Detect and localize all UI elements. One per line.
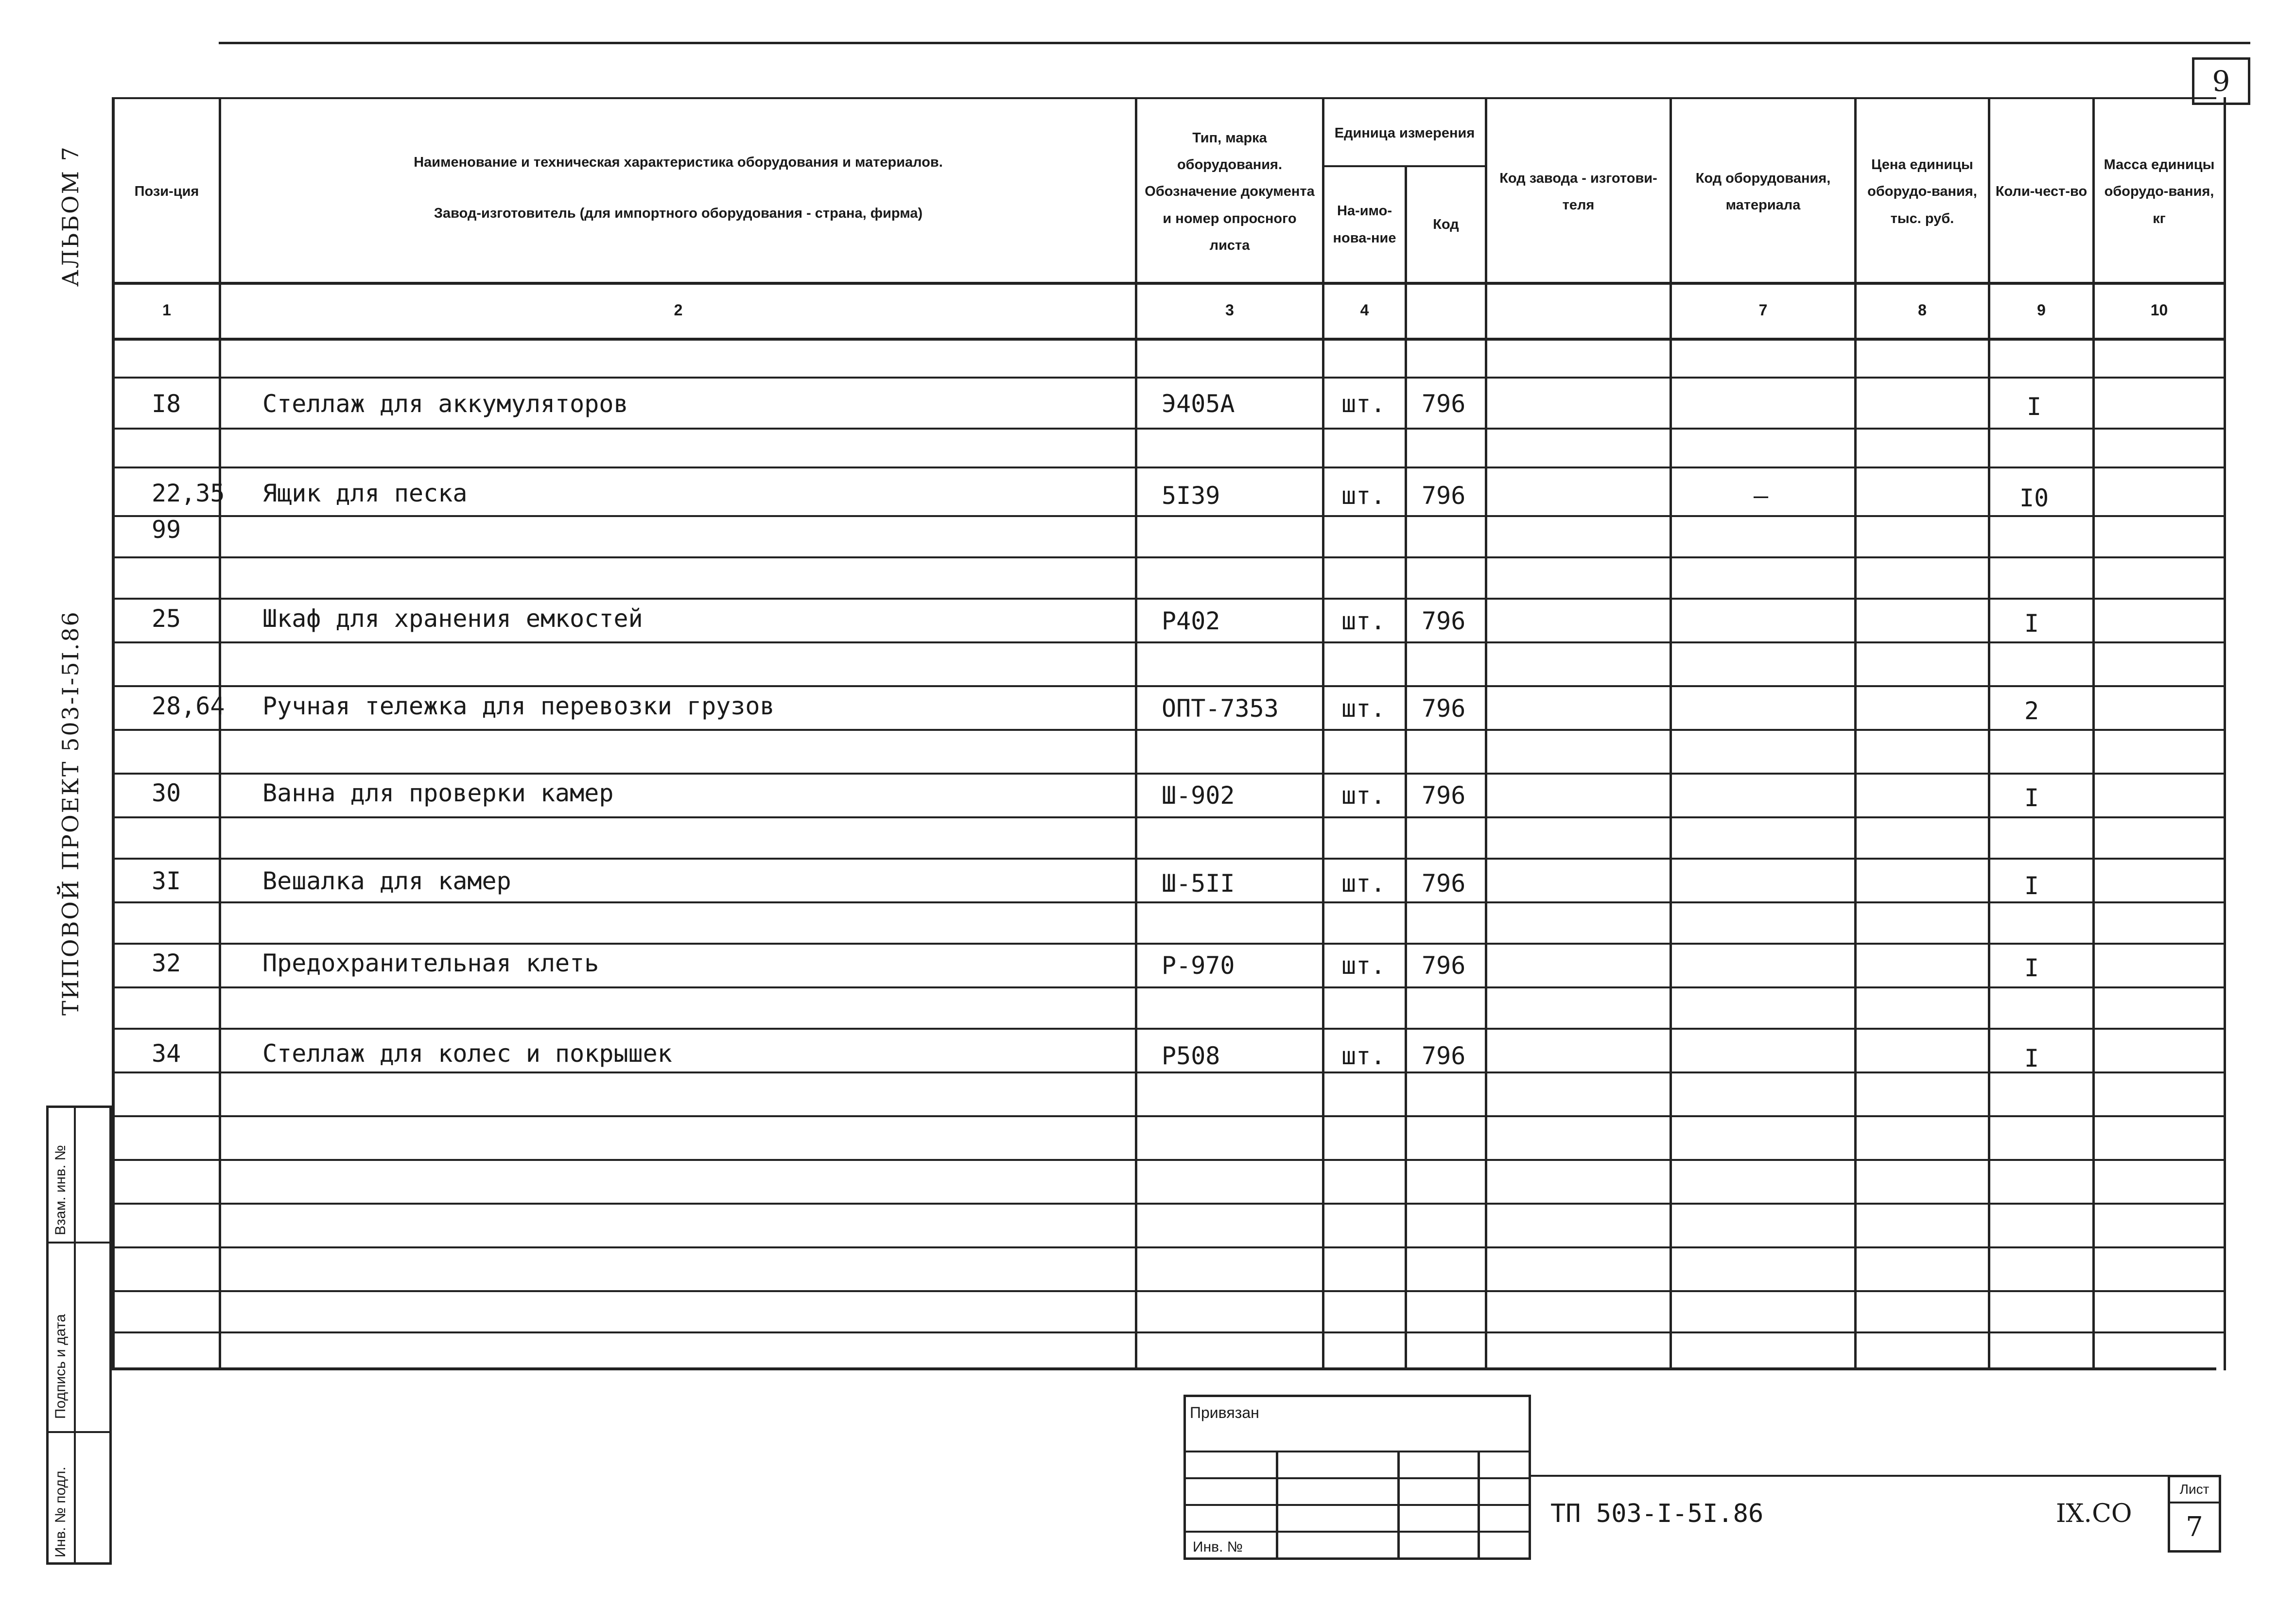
row-name: Стеллаж для аккумуляторов bbox=[262, 390, 628, 418]
row-name: Шкаф для хранения емкостей bbox=[262, 605, 643, 633]
row-position: 34 bbox=[152, 1039, 181, 1068]
row-rule bbox=[112, 1159, 2226, 1161]
row-unit-code: 796 bbox=[1422, 869, 1466, 898]
row-rule bbox=[112, 685, 2226, 687]
column-number: 4 bbox=[1360, 301, 1369, 319]
row-type: Р402 bbox=[1162, 607, 1220, 635]
row-type: ОПТ-7353 bbox=[1162, 694, 1279, 723]
header-unit-name: На-имо-нова-ние bbox=[1333, 203, 1396, 246]
col-line bbox=[219, 97, 221, 1370]
row-unit-code: 796 bbox=[1422, 482, 1466, 510]
row-rule bbox=[112, 556, 2226, 558]
stamp-column bbox=[46, 1106, 112, 1565]
row-qty: I bbox=[2027, 393, 2042, 421]
row-type: Э405А bbox=[1162, 390, 1235, 418]
col-line bbox=[1670, 97, 1672, 1370]
stamp-divider bbox=[74, 1108, 76, 1562]
col-line bbox=[1485, 97, 1487, 1370]
row-position: I8 bbox=[152, 390, 181, 418]
header-unit-mass: Масса единицы оборудо-вания, кг bbox=[2104, 157, 2215, 226]
row-type: Ш-5II bbox=[1162, 869, 1235, 898]
row-rule bbox=[112, 729, 2226, 731]
row-rule bbox=[112, 943, 2226, 945]
row-rule bbox=[112, 1028, 2226, 1030]
row-position: 99 bbox=[152, 516, 181, 544]
row-equipment-code: – bbox=[1754, 482, 1769, 510]
col-line bbox=[1405, 165, 1407, 1370]
row-rule bbox=[112, 1331, 2226, 1333]
row-position: 3I bbox=[152, 867, 181, 895]
row-type: 5I39 bbox=[1162, 482, 1220, 510]
row-name: Стеллаж для колес и покрышек bbox=[262, 1039, 672, 1068]
row-name: Предохранительная клеть bbox=[262, 949, 599, 977]
row-rule bbox=[112, 986, 2226, 988]
col-line bbox=[1988, 97, 1990, 1370]
row-rule bbox=[112, 641, 2226, 643]
title-block-divider bbox=[1478, 1451, 1480, 1557]
title-block-divider bbox=[1276, 1451, 1278, 1557]
row-rule bbox=[112, 1071, 2226, 1073]
row-name: Ванна для проверки камер bbox=[262, 779, 614, 807]
col-line bbox=[1322, 97, 1324, 1370]
column-number: 8 bbox=[1918, 301, 1927, 319]
stamp-rule bbox=[1531, 1475, 2221, 1477]
row-unit-code: 796 bbox=[1422, 694, 1466, 723]
row-rule bbox=[112, 858, 2226, 860]
row-unit-code: 796 bbox=[1422, 607, 1466, 635]
row-qty: I bbox=[2024, 609, 2039, 638]
row-position: 32 bbox=[152, 949, 181, 977]
row-unit: шт. bbox=[1341, 390, 1386, 418]
header-equipment-code: Код оборудования, материала bbox=[1695, 170, 1831, 213]
row-qty: I0 bbox=[2019, 484, 2049, 512]
list-label: Лист bbox=[2170, 1477, 2219, 1503]
row-qty: I bbox=[2024, 954, 2039, 982]
row-unit: шт. bbox=[1341, 482, 1386, 510]
row-unit: шт. bbox=[1341, 694, 1386, 723]
row-unit: шт. bbox=[1341, 781, 1386, 810]
row-type: Р508 bbox=[1162, 1042, 1220, 1070]
col-line bbox=[1854, 97, 1857, 1370]
row-position: 25 bbox=[152, 605, 181, 633]
header-unit-code: Код bbox=[1433, 216, 1459, 232]
binding-title-block bbox=[1183, 1395, 1531, 1560]
column-number: 3 bbox=[1225, 301, 1234, 319]
stamp-label-signature-date: Подпись и дата bbox=[52, 1314, 69, 1419]
row-qty: I bbox=[2024, 1044, 2039, 1072]
top-rule bbox=[219, 42, 2250, 44]
title-block-divider bbox=[1397, 1451, 1400, 1557]
col-line bbox=[1135, 97, 1137, 1370]
row-rule bbox=[112, 1246, 2226, 1248]
sheet-list-box bbox=[2168, 1475, 2221, 1553]
row-unit: шт. bbox=[1341, 869, 1386, 898]
row-rule bbox=[112, 1203, 2226, 1205]
col-line bbox=[2092, 97, 2095, 1370]
row-rule bbox=[112, 598, 2226, 600]
row-rule bbox=[112, 901, 2226, 903]
header-type: Тип, марка оборудования. Обозначение документа и номер опросного листа bbox=[1145, 130, 1315, 253]
table-frame bbox=[112, 97, 2216, 1370]
row-unit-code: 796 bbox=[1422, 390, 1466, 418]
row-name: Ящик для песка bbox=[262, 479, 468, 507]
document-suffix: IX.СО bbox=[2056, 1499, 2132, 1528]
stamp-label-original-inv: Инв. № подл. bbox=[52, 1467, 69, 1557]
row-qty: I bbox=[2024, 872, 2039, 900]
album-label: АЛЬБОМ 7 bbox=[57, 145, 84, 287]
row-unit: шт. bbox=[1341, 607, 1386, 635]
row-rule bbox=[112, 428, 2226, 430]
row-unit: шт. bbox=[1341, 1042, 1386, 1070]
row-rule bbox=[112, 377, 2226, 379]
row-unit-code: 796 bbox=[1422, 1042, 1466, 1070]
sheet-number: 9 bbox=[2192, 57, 2250, 105]
list-value: 7 bbox=[2186, 1511, 2203, 1543]
stamp-divider bbox=[49, 1431, 109, 1433]
header-factory-code: Код завода - изготови-теля bbox=[1499, 170, 1657, 213]
row-name: Вешалка для камер bbox=[262, 867, 511, 895]
row-rule bbox=[112, 1115, 2226, 1117]
row-type: Р-970 bbox=[1162, 951, 1235, 980]
row-rule bbox=[112, 515, 2226, 517]
header-position: Пози-ция bbox=[134, 184, 199, 200]
row-rule bbox=[112, 816, 2226, 818]
document-code: ТП 503-I-5I.86 bbox=[1550, 1499, 1764, 1528]
column-number: 1 bbox=[162, 301, 171, 319]
stamp-label-replace-inv: Взам. инв. № bbox=[52, 1145, 69, 1235]
column-number: 9 bbox=[2037, 301, 2046, 319]
row-unit: шт. bbox=[1341, 951, 1386, 980]
row-type: Ш-902 bbox=[1162, 781, 1235, 810]
column-number: 7 bbox=[1758, 301, 1768, 319]
row-position: 22,35 bbox=[152, 479, 225, 507]
header-quantity: Коли-чест-во bbox=[1995, 184, 2087, 200]
row-name: Ручная тележка для перевозки грузов bbox=[262, 692, 775, 720]
unit-group-rule bbox=[1322, 165, 1485, 167]
header-unit-price: Цена единицы оборудо-вания, тыс. руб. bbox=[1867, 157, 1977, 226]
row-unit-code: 796 bbox=[1422, 951, 1466, 980]
row-position: 30 bbox=[152, 779, 181, 807]
row-qty: 2 bbox=[2024, 697, 2039, 725]
column-number: 2 bbox=[674, 301, 683, 319]
row-rule bbox=[112, 467, 2226, 468]
inventory-number-label: Инв. № bbox=[1193, 1539, 1243, 1555]
column-number: 10 bbox=[2150, 301, 2168, 319]
project-label: ТИПОВОЙ ПРОЕКТ 503-I-5I.86 bbox=[57, 610, 84, 1016]
header-rule bbox=[112, 282, 2226, 285]
row-position: 28,64 bbox=[152, 692, 225, 720]
header-rule bbox=[112, 338, 2226, 341]
binding-label: Привязан bbox=[1190, 1404, 1259, 1421]
row-rule bbox=[112, 773, 2226, 775]
header-name-line1: Наименование и техническая характеристика оборудования и материалов. bbox=[414, 155, 943, 171]
row-unit-code: 796 bbox=[1422, 781, 1466, 810]
row-qty: I bbox=[2024, 784, 2039, 812]
row-rule bbox=[112, 1290, 2226, 1292]
header-name-line2: Завод-изготовитель (для импортного оборудования - страна, фирма) bbox=[434, 206, 923, 222]
header-unit-group: Единица измерения bbox=[1334, 125, 1475, 141]
stamp-divider bbox=[49, 1242, 109, 1244]
col-line bbox=[2224, 97, 2226, 1370]
